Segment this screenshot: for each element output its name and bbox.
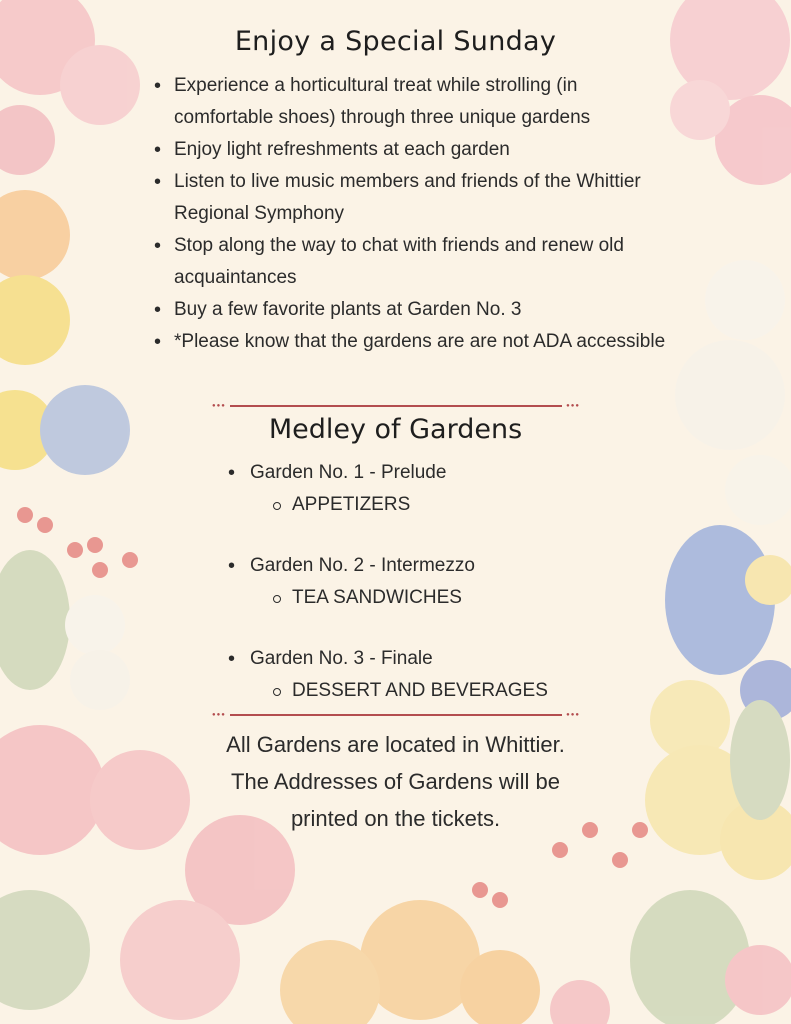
garden-1 <box>228 457 446 521</box>
divider-dots-icon: ●●● <box>566 712 580 718</box>
list-item: • Listen to live music members and friends of the Whittier Regional Symphony <box>150 166 670 230</box>
divider-dots-icon: ●●● <box>212 712 226 718</box>
location-line: printed on the tickets. <box>290 806 501 831</box>
list-item: • Enjoy light refreshments at each garden <box>150 134 670 166</box>
list-item: • Experience a horticultural treat while strolling (in comfortable shoes) through three unique gardens <box>150 70 670 134</box>
garden-name: • Garden No. 2 - Intermezzo <box>228 550 475 582</box>
divider-line <box>230 714 562 716</box>
garden-3 <box>228 643 548 707</box>
event-highlights-list <box>150 70 670 358</box>
divider-line <box>230 405 562 407</box>
section-title-medley: Medley of Gardens <box>268 414 523 445</box>
list-item: • *Please know that the gardens are are not ADA accessible <box>150 326 670 358</box>
garden-course: DESSERT AND BEVERAGES <box>228 675 548 707</box>
divider-dots-icon: ●●● <box>566 403 580 409</box>
location-line: The Addresses of Gardens will be <box>231 769 560 794</box>
list-item: • Stop along the way to chat with friends and renew old acquaintances <box>150 230 670 294</box>
garden-course: TEA SANDWICHES <box>228 582 475 614</box>
decorative-divider <box>212 711 580 719</box>
list-item: • Buy a few favorite plants at Garden No. 3 <box>150 294 670 326</box>
decorative-divider <box>212 402 580 410</box>
divider-dots-icon: ●●● <box>212 403 226 409</box>
garden-course: APPETIZERS <box>228 489 446 521</box>
location-note <box>0 726 791 837</box>
location-line: All Gardens are located in Whittier. <box>226 732 565 757</box>
garden-name: • Garden No. 1 - Prelude <box>228 457 446 489</box>
garden-name: • Garden No. 3 - Finale <box>228 643 548 675</box>
garden-2 <box>228 550 475 614</box>
section-title-special-sunday: Enjoy a Special Sunday <box>234 26 557 57</box>
